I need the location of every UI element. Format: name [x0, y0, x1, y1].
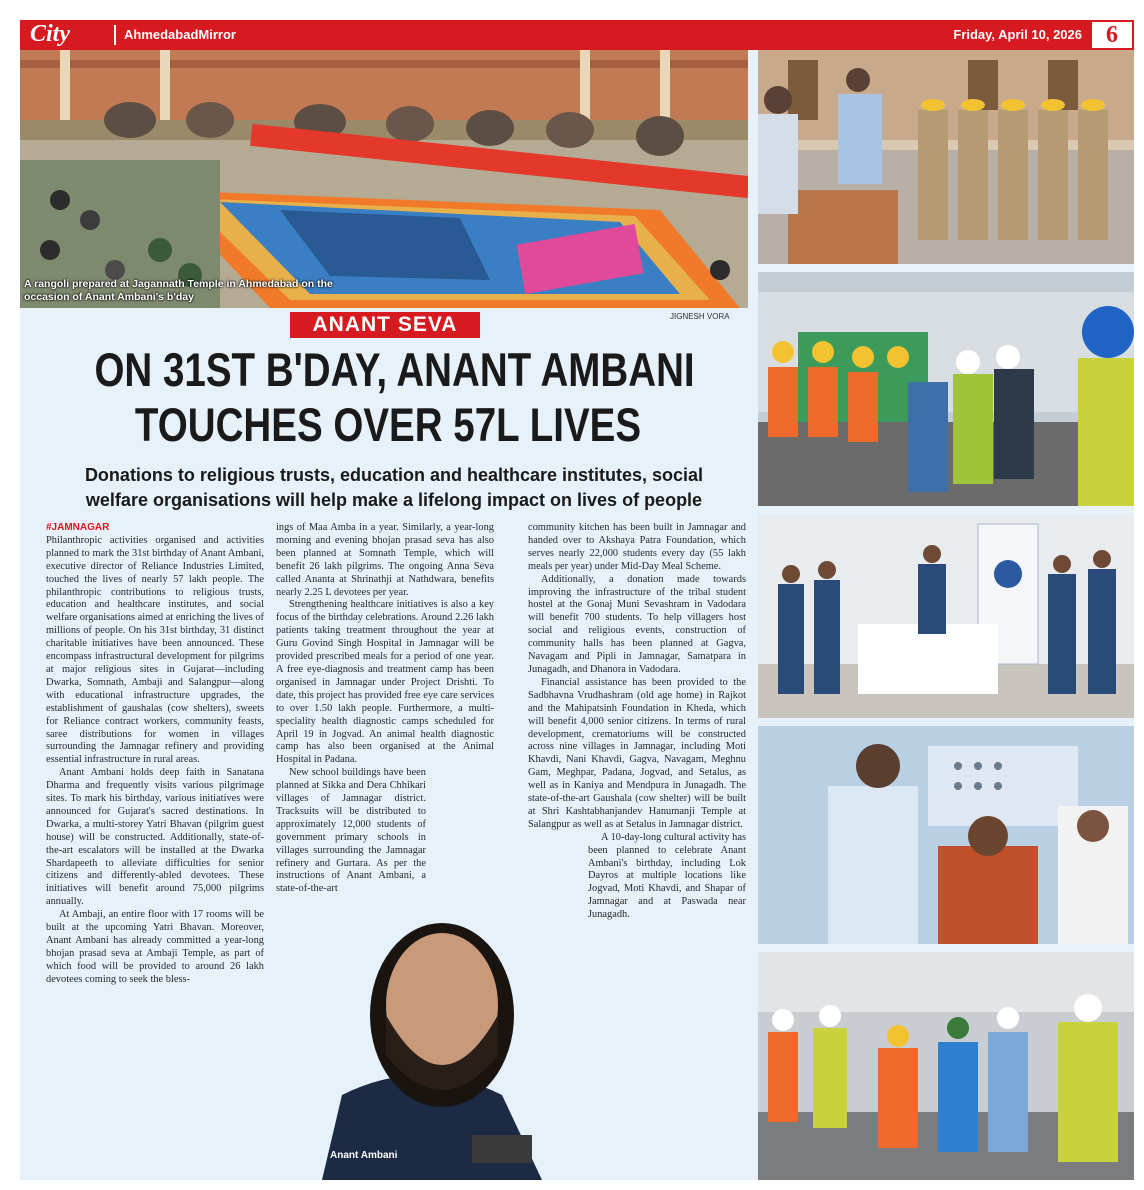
body-paragraph: At Ambaji, an entire floor with 17 rooms will be built at the upcoming Yatri Bhavan. Moreover, Anant Ambani has already committed a year-long bhojan prasad seva at Ambaji Temple, as part of which food will be provided to around 26 lakh devotees coming to seek the bless-: [46, 909, 264, 985]
masthead-bar: [20, 20, 1134, 50]
headline-line-2: TOUCHES OVER 57L LIVES: [134, 398, 642, 451]
workers-queue-photo: [758, 50, 1134, 264]
article-column-1: [46, 522, 264, 987]
newspaper-name: AhmedabadMirror: [124, 27, 236, 42]
portrait-caption: Anant Ambani: [330, 1150, 398, 1161]
photo-credit: JIGNESH VORA: [670, 312, 730, 321]
body-paragraph: A 10-day-long cultural activity has been planned to celebrate Anant Ambani's birthday, including Lok Dayros at multiple locations like Jogvad, Moti Khavdi, and Shapar of Jamnagar and at Paswada near Junagadh.: [588, 831, 746, 921]
header-divider: [114, 25, 116, 45]
body-paragraph: Anant Ambani holds deep faith in Sanatana Dharma and frequently visits various pilgrimage sites. To mark his birthday, various initiatives were announced for Gujarat's sacred destinations. In Dwarka, a multi-storey Yatri Bhavan (pilgrim guest house) will be constructed. Additionally, state-of-the-art escalators will be installed at the Dwarka Shardapeeth to alleviate difficulties for senior citizens and differently-abled devotees. These initiatives will benefit around 75,000 pilgrims annually.: [46, 767, 264, 908]
helmet-workers-photo: [758, 272, 1134, 506]
dateline: #JAMNAGAR: [46, 522, 110, 533]
subheadline-line-2: welfare organisations will help make a lifelong impact on lives of people: [85, 490, 703, 510]
issue-date: Friday, April 10, 2026: [953, 27, 1082, 42]
article-column-3: [528, 522, 746, 922]
body-paragraph: community kitchen has been built in Jamnagar and handed over to Akshaya Patra Foundation, which serves nearly 22,000 students every day (55 lakh meals per year) under Mid-Day Meal Scheme.: [528, 522, 746, 572]
refinery-workers-photo: [758, 952, 1134, 1180]
eye-checkup-photo: [758, 726, 1134, 944]
subheadline: [46, 463, 742, 513]
section-name: City: [30, 21, 70, 47]
body-paragraph: Financial assistance has been provided to the Sadbhavna Vrudhashram (old age home) in Rajkot and the Mahipatsinh Foundation in Kheda, which will benefit 4,000 senior citizens. In terms of rural development, crematoriums will be constructed across nine villages in Jamnagar, including Moti Khavdi, Nani Khavdi, Gagva, Navagam, Meghnu Gam, Meghpar, Padana, Jogvad, and Setalus, as well as in Kaniya and Mendpura in Junagadh. The state-of-the-art Gaushala (cow shelter) will be built at Shri Kashtabhanjandev Hanumanji Temple at Salangpur as well as at Setalus in Jamnagar district.: [528, 676, 746, 830]
story-kicker: ANANT SEVA: [290, 312, 480, 338]
body-paragraph: Strengthening healthcare initiatives is also a key focus of the birthday celebrations. Around 2.26 lakh patients taking treatment throughout the year at Guru Govind Singh Hospital in Jamnagar will be provided prescribed meals for a period of one year. A free eye-diagnosis and treatment camp has been organised in Jamnagar under Project Drishti. To date, this project has provided free eye care services to over 1.50 lakh people. Furthermore, a multi-speciality health diagnostic camps scheduled for April 19 in Jogvad. An animal health diagnostic camp has also been organised at the Animal Hospital in Padana.: [276, 599, 494, 766]
page-number: 6: [1090, 20, 1134, 50]
headline-line-1: ON 31ST B'DAY, ANANT AMBANI: [94, 343, 695, 396]
rangoli-photo-caption: A rangoli prepared at Jagannath Temple in Ahmedabad on the occasion of Anant Ambani's b'day: [24, 278, 333, 303]
newspaper-page: [20, 20, 1134, 1180]
health-camp-photo: [758, 514, 1134, 718]
body-paragraph: Philanthropic activities organised and activities planned to mark the 31st birthday of Anant Ambani, executive director of Reliance Industries Limited, touched the lives of nearly 57 lakh people. The philanthropic contributions to religious trusts, education and healthcare institutes, and social welfare organisations aimed at enriching the lives of millions of people. On his 31st birthday, 31 distinct charitable initiatives have been announced. These encompass infrastructural development for pilgrims at major religious sites in Gujarat—including Dwarka, Somnath, Ambaji and Salangpur—along with educational infrastructure upgrades, the establishment of gaushalas (cow shelters), sweets for Reliance contract workers, community feasts, saree distributions for women in villages surrounding the Jamnagar refinery and providing essential infrastructure in rural areas.: [46, 534, 264, 766]
rangoli-photo: [20, 50, 748, 308]
article-column-2: [276, 522, 494, 896]
body-paragraph: New school buildings have been planned at Sikka and Dera Chhikari villages of Jamnagar district. Tracksuits will be distributed to approximately 12,000 students of government primary schools in villages surrounding the Jamnagar refinery and Gurtara. As per the instructions of Anant Ambani, a state-of-the-art: [276, 767, 426, 895]
subheadline-line-1: Donations to religious trusts, education and healthcare institutes, social: [84, 465, 704, 485]
body-paragraph: Additionally, a donation made towards improving the infrastructure of the tribal student hostel at the Gonaj Muni Sevashram in Vadodara will benefit 700 students. To help villagers host social and religious events, construction of community halls has been planned at Gagva, Navagam and Pipli in Jamnagar, Samatpara in Junagadh, and Dhanora in Vadodara.: [528, 573, 746, 675]
anant-ambani-portrait: [282, 905, 562, 1180]
headline: [94, 342, 695, 452]
body-paragraph: ings of Maa Amba in a year. Similarly, a year-long morning and evening bhojan prasad seva has also been planned at Somnath Temple, which will benefit 26 lakh pilgrims. The ongoing Anna Seva called Ananta at Shrinathji at Nathdwara, benefits nearly 2.25 L devotees per year.: [276, 522, 494, 598]
